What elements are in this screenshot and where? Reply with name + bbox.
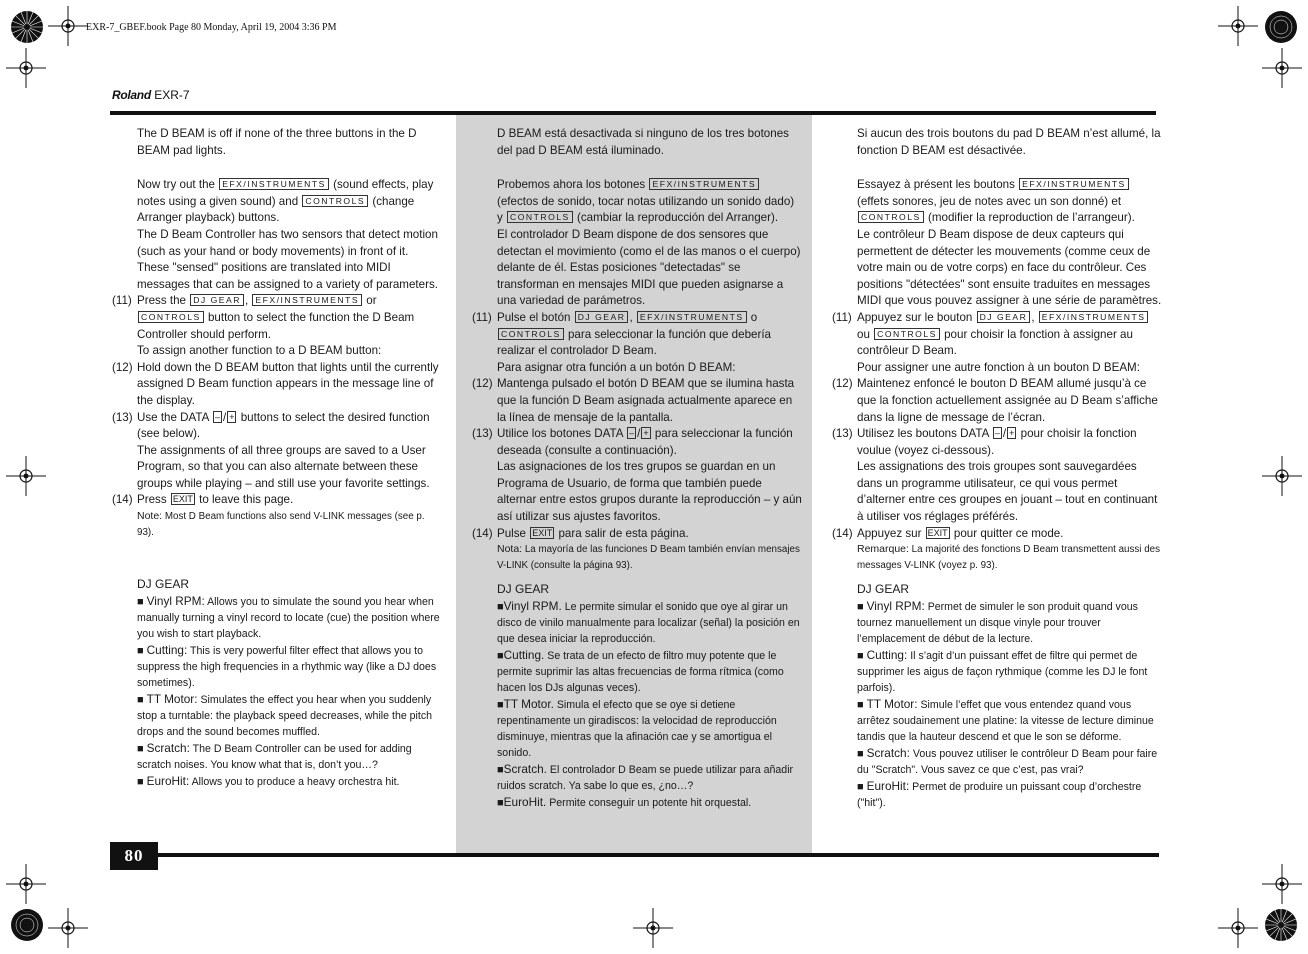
note: Remarque: La majorité des fonctions D Beam transmettent aussi des messages V-LINK (voyez p. 93).	[857, 543, 1160, 571]
step-13: (13) Utilice los botones DATA – / + para seleccionar la función deseada (consulte a continuación).	[472, 427, 793, 457]
controls-key: CONTROLS	[138, 311, 204, 323]
minus-key: –	[214, 411, 220, 422]
plus-key: +	[1009, 428, 1015, 439]
dj-gear-key: DJ GEAR	[977, 311, 1031, 323]
step-12: (12) Mantenga pulsado el botón D BEAM que se ilumina hasta que la función D Beam asignada actualmente aparece en la línea de mensaje de la pantalla.	[472, 377, 795, 424]
list-item: ■ TT Motor: Simule l’effet que vous entendez quand vous arrêtez soudainement une platine: la vitesse de lecture diminue tandis que la hauteur descend et que le son se déforme.	[857, 696, 1154, 743]
color-target-icon	[1264, 10, 1298, 44]
step-14: (14) Appuyez sur EXIT pour quitter ce mode.	[832, 526, 1064, 540]
page-number: 80	[110, 842, 158, 870]
step-12: (12) Hold down the D BEAM button that lights until the currently assigned D Beam function appears in the message line of the display.	[112, 360, 439, 407]
paragraph: D BEAM está desactivada si ninguno de los tres botones del pad D BEAM está iluminado.	[497, 127, 789, 157]
registration-mark-icon	[48, 6, 88, 46]
dj-gear-key: DJ GEAR	[575, 311, 629, 323]
list-item: ■ EuroHit: Allows you to produce a heavy orchestra hit.	[137, 773, 400, 788]
paragraph: The D BEAM is off if none of the three buttons in the D BEAM pad lights.	[137, 127, 417, 157]
controls-key: CONTROLS	[507, 211, 573, 223]
list-item: ■ EuroHit: Permet de produire un puissant coup d’orchestre ("hit").	[857, 778, 1142, 809]
list-item: ■ Cutting: This is very powerful filter effect that allows you to suppress the high frequencies in a rhythmic way (like a DJ does sometimes).	[137, 642, 437, 689]
paragraph: Pour assigner une autre fonction à un bouton D BEAM:	[857, 360, 1140, 374]
step-11: (11) Press the DJ GEAR , EFX/INSTRUMENTS or CONTROLS button to select the function the D Beam Controller should perform.	[112, 294, 415, 341]
list-item: ■ TT Motor: Simulates the effect you hear when you suddenly stop a turntable: the playback speed decreases, while the pitch drops and the sound becomes muffled.	[137, 691, 433, 738]
step-12: (12) Maintenez enfoncé le bouton D BEAM allumé jusqu’à ce que la fonction actuellement assignée au D Beam s’affiche dans la ligne de message de l’écran.	[832, 377, 1158, 424]
paragraph: The assignments of all three groups are saved to a User Program, so that you can also alternate between these groups while playing – and still use your favorite settings.	[137, 443, 430, 490]
paragraph: To assign another function to a D BEAM button:	[137, 344, 382, 358]
list-item: ■TT Motor. Simula el efecto que se oye si detiene repentinamente un giradiscos: la velocidad de reproducción disminuye, mientras que la afinación cae y se amortigua el sonido.	[497, 696, 777, 759]
section-heading: DJ GEAR	[497, 582, 550, 597]
step-13: (13) Utilisez les boutons DATA – / + pour choisir la fonction voulue (voyez ci-dessous).	[832, 427, 1137, 457]
efx-instruments-key: EFX/INSTRUMENTS	[1039, 311, 1149, 323]
plus-key: +	[229, 411, 235, 422]
spanish-column	[472, 126, 802, 811]
registration-mark-icon	[1262, 48, 1302, 88]
model-name: EXR-7	[154, 88, 190, 102]
paragraph: Les assignations des trois groupes sont sauvegardées dans un programme utilisateur, ce qui vous permet d’alterner entre ces groupes en jouant – tout en continuant à utiliser vos réglages préférés.	[857, 460, 1158, 524]
paragraph: Le contrôleur D Beam dispose de deux capteurs qui permettent de détecter les mouvements (comme ceux de votre main ou de votre corps) en face du contrôleur. Ces positions "détectées" sont ensuite traduites en messages MIDI que vous pouvez assigner à une série de paramètres.	[857, 227, 1162, 308]
list-item: ■ Vinyl RPM: Permet de simuler le son produit quand vous tournez manuellement un disque vinyle pour trouver l’emplacement de début de la lecture.	[857, 598, 1138, 645]
list-item: ■ Cutting: Il s’agit d’un puissant effet de filtre qui permet de supprimer les aigus de façon rythmique (comme les DJ le font parfois).	[857, 647, 1148, 694]
registration-mark-icon	[6, 456, 46, 496]
efx-instruments-key: EFX/INSTRUMENTS	[649, 178, 759, 190]
brand-name: Roland	[112, 88, 151, 102]
plus-key: +	[643, 428, 649, 439]
list-item: ■ Vinyl RPM: Allows you to simulate the sound you hear when manually turning a vinyl record to locate (cue) the position where you wish to start playback.	[137, 593, 440, 640]
section-heading: DJ GEAR	[137, 577, 190, 592]
french-column	[832, 126, 1162, 811]
registration-mark-icon	[1218, 908, 1258, 948]
registration-mark-icon	[633, 908, 673, 948]
list-item: ■EuroHit. Permite conseguir un potente hit orquestal.	[497, 794, 752, 809]
note: Nota: La mayoría de las funciones D Beam también envían mensajes V-LINK (consulte la página 93).	[497, 543, 800, 571]
color-target-icon	[10, 908, 44, 942]
controls-key: CONTROLS	[874, 328, 940, 340]
bottom-rule	[156, 853, 1159, 857]
paragraph: Probemos ahora los botones EFX/INSTRUMENTS (efectos de sonido, tocar notas utilizando un sonido dado) y CONTROLS (cambiar la reproducción del Arranger).	[497, 178, 795, 225]
step-11: (11) Pulse el botón DJ GEAR , EFX/INSTRUMENTS o CONTROLS para seleccionar la función que debería realizar el controlador D Beam.	[472, 310, 771, 358]
step-14: (14) Press EXIT to leave this page.	[112, 493, 294, 507]
registration-mark-icon	[1262, 456, 1302, 496]
registration-mark-icon	[6, 864, 46, 904]
print-slug: EXR-7_GBEF.book Page 80 Monday, April 19, 2004 3:36 PM	[86, 22, 337, 33]
efx-instruments-key: EFX/INSTRUMENTS	[637, 311, 747, 323]
paragraph: Essayez à présent les boutons EFX/INSTRUMENTS (effets sonores, jeu de notes avec un son donné) et CONTROLS (modifier la reproduction de l’arrangeur).	[857, 178, 1135, 225]
dj-gear-key: DJ GEAR	[190, 294, 244, 306]
controls-key: CONTROLS	[858, 211, 924, 223]
registration-mark-icon	[1218, 6, 1258, 46]
paragraph: Para asignar otra función a un botón D BEAM:	[497, 360, 736, 374]
list-item: ■Scratch. El controlador D Beam se puede utilizar para añadir ruidos scratch. Ya sabe lo que es, ¿no…?	[497, 761, 794, 792]
controls-key: CONTROLS	[302, 195, 368, 207]
efx-instruments-key: EFX/INSTRUMENTS	[252, 294, 362, 306]
step-13: (13) Use the DATA – / + buttons to select the desired function (see below).	[112, 410, 430, 441]
list-item: ■ Scratch: The D Beam Controller can be used for adding scratch noises. You know what that is, don’t you…?	[137, 740, 412, 771]
paragraph: The D Beam Controller has two sensors that detect motion (such as your hand or body movements) in front of it. These "sensed" positions are translated into MIDI messages that can be assigned to a variety of parameters.	[137, 227, 438, 291]
section-heading: DJ GEAR	[857, 582, 910, 597]
minus-key: –	[629, 428, 635, 439]
controls-key: CONTROLS	[498, 328, 564, 340]
running-header	[112, 88, 190, 102]
registration-mark-icon	[1262, 864, 1302, 904]
list-item: ■Vinyl RPM. Le permite simular el sonido que oye al girar un disco de vinilo manualmente para localizar (señal) la posición en que desea iniciar la reproducción.	[497, 598, 800, 645]
step-14: (14) Pulse EXIT para salir de esta página.	[472, 526, 689, 540]
list-item: ■Cutting. Se trata de un efecto de filtro muy potente que le permite suprimir las altas frecuencias de forma rítmica (como hacen los DJs algunas veces).	[497, 647, 784, 694]
exit-key: EXIT	[532, 527, 553, 538]
english-column	[112, 126, 442, 790]
registration-mark-icon	[6, 48, 46, 88]
efx-instruments-key: EFX/INSTRUMENTS	[1019, 178, 1129, 190]
registration-mark-icon	[48, 908, 88, 948]
exit-key: EXIT	[927, 527, 948, 538]
efx-instruments-key: EFX/INSTRUMENTS	[219, 178, 329, 190]
color-target-icon	[10, 10, 44, 44]
step-11: (11) Appuyez sur le bouton DJ GEAR , EFX/INSTRUMENTS ou CONTROLS pour choisir la fonction à assigner au contrôleur D Beam.	[832, 310, 1162, 360]
exit-key: EXIT	[172, 494, 193, 505]
minus-key: –	[994, 428, 1000, 439]
paragraph: El controlador D Beam dispone de dos sensores que detectan el movimiento (como el de las manos o el cuerpo) delante de él. Estas posiciones "detectadas" se transforman en mensajes MIDI que pueden asignarse a una variedad de parámetros.	[497, 227, 801, 308]
paragraph: Las asignaciones de los tres grupos se guardan en un Programa de Usuario, de forma que también puede alternar entre estos grupos durante la reproducción – y aún así utilizar sus ajustes favoritos.	[497, 460, 802, 524]
list-item: ■ Scratch: Vous pouvez utiliser le contrôleur D Beam pour faire du "Scratch". Vous savez ce que c’est, pas vrai?	[857, 745, 1158, 776]
paragraph: Si aucun des trois boutons du pad D BEAM n’est allumé, la fonction D BEAM est désactivée.	[857, 127, 1161, 157]
paragraph: Now try out the EFX/INSTRUMENTS (sound effects, play notes using a given sound) and CONTROLS (change Arranger playback) buttons.	[137, 178, 434, 225]
note: Note: Most D Beam functions also send V-LINK messages (see p. 93).	[137, 510, 425, 538]
color-target-icon	[1264, 908, 1298, 942]
